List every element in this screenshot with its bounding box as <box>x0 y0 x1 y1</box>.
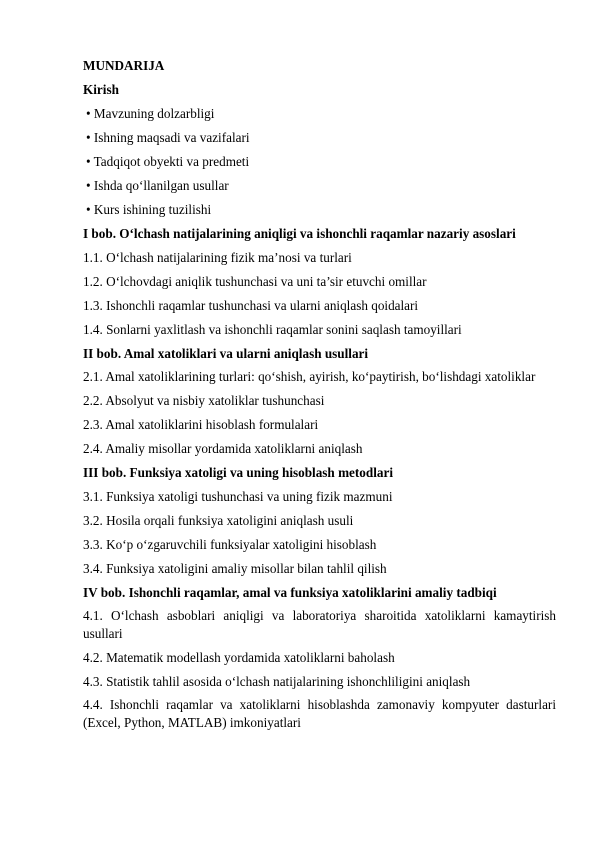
intro-heading: Kirish <box>83 82 119 97</box>
section-item: 4.2. Matematik modellash yordamida xatoliklarni baholash <box>83 650 395 665</box>
chapter-1-heading: I bob. O‘lchash natijalarining aniqligi va ishonchli raqamlar nazariy asoslari <box>83 226 516 241</box>
section-item: 3.1. Funksiya xatoligi tushunchasi va uning fizik mazmuni <box>83 489 393 504</box>
section-item: 4.1. O‘lchash asboblari aniqligi va laboratoriya sharoitida xatoliklarni kamaytirish usullari <box>83 608 556 641</box>
section-item: 1.2. O‘lchovdagi aniqlik tushunchasi va uni ta’sir etuvchi omillar <box>83 274 427 289</box>
intro-item: • Ishda qo‘llanilgan usullar <box>86 178 229 193</box>
section-item: 1.3. Ishonchli raqamlar tushunchasi va ularni aniqlash qoidalari <box>83 298 419 313</box>
chapter-3-heading: III bob. Funksiya xatoligi va uning hisoblash metodlari <box>83 465 393 480</box>
section-item: 2.1. Amal xatoliklarining turlari: qo‘shish, ayirish, ko‘paytirish, bo‘lishdagi xatoliklar <box>83 369 536 384</box>
toc-title: MUNDARIJA <box>83 58 165 73</box>
chapter-4-heading: IV bob. Ishonchli raqamlar, amal va funksiya xatoliklarini amaliy tadbiqi <box>83 585 497 600</box>
section-item: 1.4. Sonlarni yaxlitlash va ishonchli raqamlar sonini saqlash tamoyillari <box>83 322 462 337</box>
chapter-2-heading: II bob. Amal xatoliklari va ularni aniqlash usullari <box>83 346 369 361</box>
section-item: 2.4. Amaliy misollar yordamida xatoliklarni aniqlash <box>83 441 363 456</box>
section-item: 3.3. Ko‘p o‘zgaruvchili funksiyalar xatoligini hisoblash <box>83 537 377 552</box>
section-item: 3.4. Funksiya xatoligini amaliy misollar bilan tahlil qilish <box>83 561 387 576</box>
section-item: 2.2. Absolyut va nisbiy xatoliklar tushunchasi <box>83 393 325 408</box>
intro-item: • Mavzuning dolzarbligi <box>86 106 215 121</box>
intro-item: • Ishning maqsadi va vazifalari <box>86 130 250 145</box>
section-item: 3.2. Hosila orqali funksiya xatoligini aniqlash usuli <box>83 513 354 528</box>
section-item: 1.1. O‘lchash natijalarining fizik ma’nosi va turlari <box>83 250 352 265</box>
section-item: 4.4. Ishonchli raqamlar va xatoliklarni hisoblashda zamonaviy kompyuter dasturlari (Excel, Python, MATLAB) imkoniyatlari <box>83 697 556 730</box>
section-item: 4.3. Statistik tahlil asosida o‘lchash natijalarining ishonchliligini aniqlash <box>83 674 471 689</box>
table-of-contents <box>83 56 556 737</box>
intro-item: • Kurs ishining tuzilishi <box>86 202 212 217</box>
intro-item: • Tadqiqot obyekti va predmeti <box>86 154 250 169</box>
section-item: 2.3. Amal xatoliklarini hisoblash formulalari <box>83 417 319 432</box>
